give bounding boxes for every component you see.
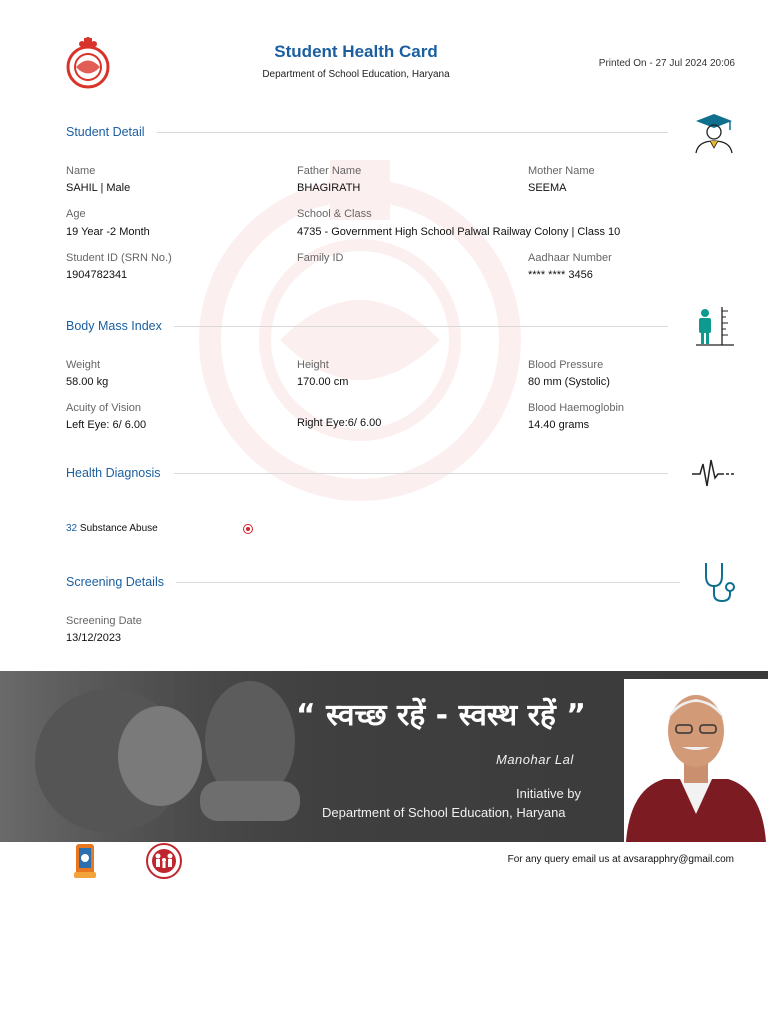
weight-label: Weight — [66, 359, 101, 371]
child-checkup-photo — [0, 671, 330, 842]
section-title-student-detail: Student Detail — [66, 125, 145, 139]
student-id-value: 1904782341 — [66, 269, 128, 281]
vision-label: Acuity of Vision — [66, 402, 142, 414]
screening-date-label: Screening Date — [66, 615, 142, 627]
initiative-department: Department of School Education, Haryana — [322, 805, 566, 820]
printed-on-timestamp: Printed On - 27 Jul 2024 20:06 — [598, 58, 735, 69]
mother-name-value: SEEMA — [528, 182, 567, 194]
blood-pressure-label: Blood Pressure — [528, 359, 604, 371]
aadhaar-value: **** **** 3456 — [528, 269, 593, 281]
diagnosis-item — [66, 523, 158, 534]
student-id-label: Student ID (SRN No.) — [66, 252, 172, 264]
screening-date-value: 13/12/2023 — [66, 632, 122, 644]
banner-author: Manohar Lal — [496, 752, 574, 767]
age-value: 19 Year -2 Month — [66, 226, 150, 238]
aadhaar-label: Aadhaar Number — [528, 252, 612, 264]
avsar-app-logo — [70, 842, 100, 882]
watermark-emblem — [190, 140, 530, 510]
father-name-value: BHAGIRATH — [297, 182, 361, 194]
heartbeat-icon — [692, 456, 736, 492]
banner-quote: “ स्वच्छ रहें - स्वस्थ रहें ” — [296, 698, 586, 733]
diagnosis-label: Substance Abuse — [79, 523, 158, 534]
page-title: Student Health Card — [274, 42, 438, 61]
haemoglobin-value: 14.40 grams — [528, 419, 590, 431]
age-label: Age — [66, 208, 86, 220]
section-title-screening: Screening Details — [66, 575, 164, 589]
section-divider — [174, 326, 668, 327]
haemoglobin-label: Blood Haemoglobin — [528, 402, 625, 414]
mother-name-label: Mother Name — [528, 165, 595, 177]
stethoscope-icon — [700, 560, 738, 604]
leader-portrait — [624, 679, 768, 842]
section-divider — [157, 132, 668, 133]
section-title-bmi: Body Mass Index — [66, 319, 162, 333]
query-email-text: For any query email us at avsarapphry@gmail.com — [507, 854, 734, 865]
height-value: 170.00 cm — [297, 376, 349, 388]
promo-banner — [0, 671, 768, 842]
vision-left-value: Left Eye: 6/ 6.00 — [66, 419, 147, 431]
vision-right-value: Right Eye:6/ 6.00 — [297, 417, 382, 429]
family-id-label: Family ID — [297, 252, 344, 264]
school-class-value: 4735 - Government High School Palwal Railway Colony | Class 10 — [297, 226, 621, 238]
department-subtitle: Department of School Education, Haryana — [262, 69, 450, 80]
section-divider — [174, 473, 668, 474]
weight-value: 58.00 kg — [66, 376, 109, 388]
graduate-icon — [692, 112, 736, 154]
school-class-label: School & Class — [297, 208, 372, 220]
name-label: Name — [66, 165, 96, 177]
section-divider — [176, 582, 680, 583]
blood-pressure-value: 80 mm (Systolic) — [528, 376, 610, 388]
section-title-diagnosis: Health Diagnosis — [66, 466, 161, 480]
diagnosis-radio[interactable] — [243, 524, 253, 534]
height-label: Height — [297, 359, 329, 371]
national-health-mission-logo — [134, 842, 194, 880]
diagnosis-number: 32 — [66, 523, 78, 534]
name-value: SAHIL | Male — [66, 182, 131, 194]
initiative-label: Initiative by — [516, 786, 582, 801]
father-name-label: Father Name — [297, 165, 362, 177]
height-measure-icon — [694, 305, 736, 347]
